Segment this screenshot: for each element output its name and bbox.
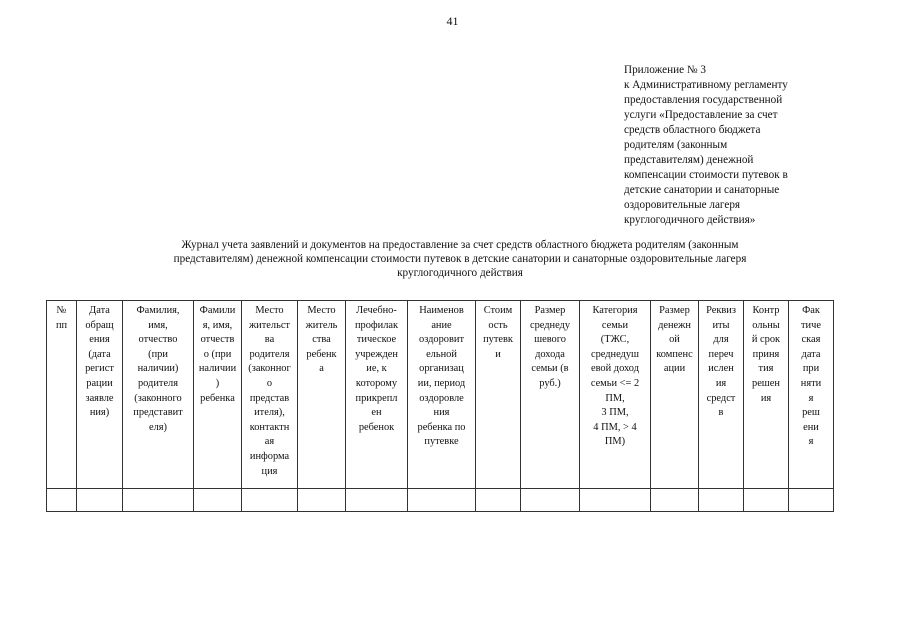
column-header-line: ция	[261, 465, 278, 477]
column-header-line: денежн	[658, 319, 691, 331]
column-header-line: рации	[86, 377, 113, 389]
column-header-line: Стоим	[483, 305, 513, 316]
column-header	[194, 301, 242, 489]
column-header-line: решен	[752, 377, 780, 389]
column-header-line: обращ	[85, 319, 114, 331]
appendix-line: средств областного бюджета	[624, 124, 761, 136]
column-header-line: ва	[264, 334, 275, 346]
empty-cell	[123, 489, 194, 512]
column-header-line: наличии)	[137, 363, 179, 375]
column-header-line: отчеств	[200, 334, 235, 346]
column-header-line: (дата	[88, 348, 111, 360]
appendix-line: оздоровительные лагеря	[624, 199, 741, 211]
table-empty-row	[47, 489, 834, 512]
column-header-line: представ	[249, 392, 290, 404]
column-header-line: еля)	[148, 421, 168, 433]
column-header	[789, 301, 834, 489]
column-header-line: оздоровит	[419, 334, 464, 346]
column-header-line: ание	[431, 319, 452, 331]
column-header	[744, 301, 789, 489]
column-header	[123, 301, 194, 489]
empty-cell	[476, 489, 521, 512]
column-header-line: Контр	[752, 305, 780, 316]
column-header-line: й срок	[751, 334, 781, 346]
column-header-line: я	[808, 392, 814, 404]
column-header-line: тиче	[801, 319, 821, 331]
column-header-line: Место	[255, 305, 284, 316]
column-header	[521, 301, 580, 489]
column-header-line: ния)	[89, 407, 110, 419]
column-header-line: о	[266, 377, 273, 389]
column-header-line: которому	[355, 377, 398, 389]
column-header-line: (законног	[248, 363, 291, 375]
column-header	[242, 301, 298, 489]
empty-cell	[194, 489, 242, 512]
column-header-line: 3 ПМ,	[601, 407, 629, 419]
column-header	[47, 301, 77, 489]
column-header-line: ен	[371, 407, 382, 419]
empty-cell	[408, 489, 476, 512]
column-header-line: Наименов	[419, 305, 464, 316]
column-header-line: ость	[488, 319, 508, 331]
table-header-row	[47, 301, 834, 489]
appendix-line: предоставления государственной	[624, 94, 783, 106]
column-header-line: организац	[419, 363, 464, 375]
column-header-line: прикрепл	[355, 392, 398, 404]
column-header-line: Дата	[89, 305, 110, 316]
column-header-line: ения	[89, 334, 110, 346]
column-header-line: дохода	[535, 348, 565, 360]
column-header-line: (законного	[134, 392, 182, 404]
column-header-line: руб.)	[539, 377, 561, 389]
column-header-line: Лечебно-	[356, 305, 397, 316]
column-header	[77, 301, 123, 489]
appendix-line: услуги «Предоставление за счет	[624, 109, 778, 121]
column-header-line: ителя),	[254, 407, 285, 419]
column-header-line: семьи <= 2	[590, 377, 640, 389]
column-header-line: заявле	[85, 392, 114, 404]
column-header-line: ребенка	[200, 392, 235, 404]
appendix-line: Приложение № 3	[624, 64, 706, 76]
appendix-header	[624, 63, 874, 228]
column-header	[476, 301, 521, 489]
journal-title	[60, 238, 860, 280]
column-header	[408, 301, 476, 489]
column-header-line: Размер	[534, 305, 566, 316]
empty-cell	[77, 489, 123, 512]
column-header-line: учрежден	[355, 348, 398, 360]
column-header-line: в	[718, 407, 724, 419]
column-header-line: 4 ПМ, > 4	[593, 421, 637, 433]
column-header-line: дата	[801, 348, 821, 360]
column-header-line: среднеду	[529, 319, 571, 331]
column-header-line: ства	[312, 334, 331, 346]
column-header-line: ребенок	[358, 421, 395, 433]
column-header-line: тия	[758, 363, 774, 375]
empty-cell	[699, 489, 744, 512]
empty-cell	[580, 489, 651, 512]
appendix-line: детские санатории и санаторные	[624, 184, 780, 196]
column-header-line: ельной	[426, 348, 457, 360]
column-header-line: оздоровле	[419, 392, 464, 404]
column-header	[651, 301, 699, 489]
column-header-line: для	[713, 334, 729, 346]
page-number: 41	[446, 14, 459, 28]
empty-cell	[744, 489, 789, 512]
column-header-line: ребенк	[306, 348, 337, 360]
column-header-line: представит	[133, 407, 183, 419]
column-header-line: ой	[669, 334, 680, 346]
column-header	[346, 301, 408, 489]
column-header-line: при	[802, 363, 820, 375]
empty-cell	[521, 489, 580, 512]
column-header-line: ПМ,	[605, 392, 625, 404]
column-header-line: родителя	[137, 377, 179, 389]
column-header-line: ислен	[708, 363, 734, 375]
column-header-line: пп	[55, 319, 68, 331]
column-header-line: (при	[148, 348, 168, 360]
column-header-line: ации	[663, 363, 686, 375]
column-header-line: родителя	[249, 348, 290, 360]
empty-cell	[789, 489, 834, 512]
column-header-line: среднедуш	[590, 348, 640, 360]
column-header-line: иты	[712, 319, 730, 331]
journal-title-line: представителям) денежной компенсации стоимости путевок в детские санатории и санаторные оздоровительные лагеря	[173, 253, 747, 265]
column-header-line: ие, к	[366, 363, 387, 375]
column-header-line: ребенка по	[417, 421, 466, 433]
column-header-line: отчество	[138, 334, 178, 346]
journal-table	[46, 300, 834, 512]
column-header-line: ия	[715, 377, 727, 389]
column-header-line: жительст	[249, 319, 290, 331]
column-header-line: семьи (в	[531, 363, 569, 375]
column-header-line: евой доход	[590, 363, 639, 375]
column-header-line: я, имя,	[202, 319, 233, 331]
column-header-line: переч	[708, 348, 734, 360]
column-header-line: путевке	[424, 436, 459, 448]
column-header-line: средст	[706, 392, 736, 404]
column-header-line: путевк	[483, 334, 513, 346]
column-header-line: )	[215, 377, 220, 389]
column-header-line: ени	[803, 421, 819, 433]
column-header-line: ольны	[752, 319, 780, 331]
column-header-line: тическое	[356, 334, 397, 346]
column-header-line: ПМ)	[604, 436, 626, 448]
column-header-line: няти	[800, 377, 822, 389]
column-header-line: Фак	[802, 305, 820, 316]
column-header-line: я	[808, 436, 814, 448]
column-header-line: контактн	[249, 421, 290, 433]
journal-title-line: круглогодичного действия	[397, 267, 523, 279]
column-header-line: приня	[752, 348, 780, 360]
column-header-line: ия	[760, 392, 772, 404]
column-header-line: Место	[307, 305, 336, 316]
column-header-line: Фамили	[199, 305, 236, 316]
column-header	[298, 301, 346, 489]
column-header-line: (ТЖС,	[600, 334, 630, 346]
column-header-line: Фамилия,	[136, 305, 180, 316]
column-header-line: имя,	[148, 319, 168, 331]
appendix-line: компенсации стоимости путевок в	[624, 169, 788, 181]
journal-title-line: Журнал учета заявлений и документов на предоставление за счет средств областного бюджета родителям (законным	[181, 239, 739, 251]
column-header-line: Реквиз	[706, 305, 736, 316]
column-header-line: и	[495, 348, 501, 360]
column-header-line: семьи	[601, 319, 629, 331]
column-header-line: житель	[305, 319, 338, 331]
column-header-line: ская	[801, 334, 821, 346]
column-header-line: Категория	[592, 305, 638, 316]
empty-cell	[47, 489, 77, 512]
empty-cell	[346, 489, 408, 512]
column-header-line: ая	[264, 436, 275, 448]
column-header-line: регист	[85, 363, 114, 375]
empty-cell	[651, 489, 699, 512]
empty-cell	[298, 489, 346, 512]
column-header-line: Размер	[659, 305, 690, 316]
column-header-line: профилак	[354, 319, 399, 331]
appendix-line: к Административному регламенту	[624, 79, 788, 91]
column-header-line: ии, период	[417, 377, 466, 389]
column-header	[580, 301, 651, 489]
appendix-line: круглогодичного действия»	[624, 214, 756, 226]
appendix-line: представителям) денежной	[624, 154, 754, 166]
column-header-line: ния	[433, 407, 450, 419]
column-header-line: информа	[249, 450, 290, 462]
column-header-line: наличии	[198, 363, 237, 375]
appendix-line: родителям (законным	[624, 139, 728, 151]
column-header	[699, 301, 744, 489]
column-header-line: реш	[802, 407, 820, 419]
column-header-line: №	[56, 305, 67, 316]
column-header-line: компенс	[656, 348, 693, 360]
empty-cell	[242, 489, 298, 512]
column-header-line: а	[319, 363, 324, 375]
column-header-line: о (при	[203, 348, 232, 360]
column-header-line: шевого	[534, 334, 566, 346]
